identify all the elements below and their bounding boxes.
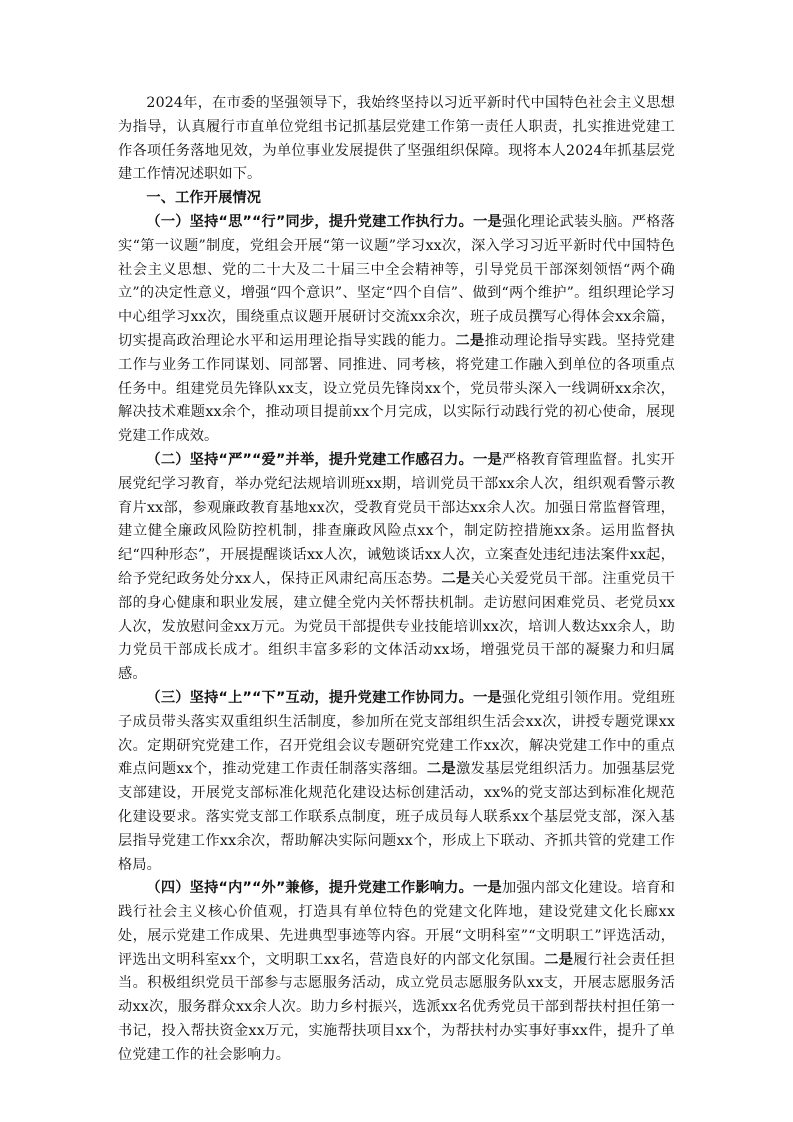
subsection-1-text-2: 推动理论指导实践。坚持党建工作与业务工作同谋划、同部署、同推进、同考核，将党建工作融入到单位的各项重点任务中。组建党员先锋队xx支，设立党员先锋岗xx个，党员带头深入一线调研xx余次，解决技术难题xx余个，推动项目提前xx个月完成，以实际行动践行党的初心使命，展现党建工作成效。 xyxy=(118,332,676,445)
subsection-3-paragraph xyxy=(118,687,675,877)
subsection-4-marker-2: 二是 xyxy=(544,951,574,968)
subsection-4-text-2: 履行社会责任担当。积极组织党员干部参与志愿服务活动，成立党员志愿服务队xx支，开展志愿服务活动xx次，服务群众xx余人次。助力乡村振兴，选派xx名优秀党员干部到帮扶村担任第一书记，投入帮扶资金xx万元，实施帮扶项目xx个，为帮扶村办实事好事xx件，提升了单位党建工作的社会影响力。 xyxy=(118,951,675,1063)
subsection-4-title: （四）坚持“内”“外”兼修，提升党建工作影响力。 xyxy=(146,880,474,897)
subsection-1-text-1: 强化理论武装头脑。严格落实“第一议题”制度，党组会开展“第一议题”学习xx次，深入学习习近平新时代中国特色社会主义思想、党的二十大及二十届三中全会精神等，引导党员干部深刻领悟“两个确立”的决定性意义，增强“四个意识”、坚定“四个自信”、做到“两个维护”。组织理论学习中心组学习xx次，围绕重点议题开展研讨交流xx余次，班子成员撰写心得体会xx余篇，切实提高政治理论水平和运用理论指导实践的能力。 xyxy=(118,213,675,349)
intro-paragraph: 2024年，在市委的坚强领导下，我始终坚持以习近平新时代中国特色社会主义思想为指导，认真履行市直单位党组书记抓基层党建工作第一责任人职责，扎实推进党建工作各项任务落地见效，为单位事业发展提供了坚强组织保障。现将本人2024年抓基层党建工作情况述职如下。 xyxy=(118,95,675,183)
subsection-2-paragraph xyxy=(118,449,675,687)
subsection-2-marker-1: 一是 xyxy=(473,451,502,468)
subsection-1-paragraph xyxy=(118,211,675,449)
subsection-4-marker-1: 一是 xyxy=(473,880,502,897)
subsection-1-marker-1: 一是 xyxy=(473,213,502,230)
subsection-4-paragraph xyxy=(118,877,675,1067)
subsection-2-text-2: 关心关爱党员干部。注重党员干部的身心健康和职业发展，建立健全党内关怀帮扶机制。走访慰问困难党员、老党员xx人次，发放慰问金xx万元。为党员干部提供专业技能培训xx次，培训人数达xx余人，助力党员干部成长成才。组织丰富多彩的文体活动xx场，增强党员干部的凝聚力和归属感。 xyxy=(118,570,675,683)
subsection-2-text-1: 严格教育管理监督。扎实开展党纪学习教育，举办党纪法规培训班xx期，培训党员干部xx余人次，组织观看警示教育片xx部，参观廉政教育基地xx次，受教育党员干部达xx余人次。加强日常监督管理，建立健全廉政风险防控机制，排查廉政风险点xx个，制定防控措施xx条。运用监督执纪“四种形态”，开展提醒谈话xx人次，诫勉谈话xx人次，立案查处违纪违法案件xx起，给予党纪政务处分xx人，保持正风肃纪高压态势。 xyxy=(118,451,675,587)
document-page xyxy=(118,92,675,1068)
subsection-3-marker-2: 二是 xyxy=(426,761,457,778)
subsection-2-title: （二）坚持“严”“爱”并举，提升党建工作感召力。 xyxy=(146,451,474,468)
subsection-3-text-1: 强化党组引领作用。党组班子成员带头落实双重组织生活制度，参加所在党支部组织生活会xx次，讲授专题党课xx次。定期研究党建工作，召开党组会议专题研究党建工作xx次，解决党建工作中的重点难点问题xx个，推动党建工作责任制落实落细。 xyxy=(118,689,675,778)
subsection-3-text-2: 激发基层党组织活力。加强基层党支部建设，开展党支部标准化规范化建设达标创建活动，xx%的党支部达到标准化规范化建设要求。落实党支部工作联系点制度，班子成员每人联系xx个基层党支部，深入基层指导党建工作xx余次，帮助解决实际问题xx个，形成上下联动、齐抓共管的党建工作格局。 xyxy=(118,761,675,873)
subsection-3-title: （三）坚持“上”“下”互动，提升党建工作协同力。 xyxy=(146,689,474,706)
subsection-1-title: （一）坚持“思”“行”同步，提升党建工作执行力。 xyxy=(146,213,474,230)
subsection-4-text-1: 加强内部文化建设。培育和践行社会主义核心价值观，打造具有单位特色的党建文化阵地，建设党建文化长廊xx处，展示党建工作成果、先进典型事迹等内容。开展“文明科室”“文明职工”评选活动，评选出文明科室xx个，文明职工xx名，营造良好的内部文化氛围。 xyxy=(118,880,675,968)
subsection-2-marker-2: 二是 xyxy=(441,570,471,587)
section-heading-work-status: 一、工作开展情况 xyxy=(146,190,262,207)
subsection-3-marker-1: 一是 xyxy=(473,689,502,706)
subsection-1-marker-2: 二是 xyxy=(455,332,485,349)
